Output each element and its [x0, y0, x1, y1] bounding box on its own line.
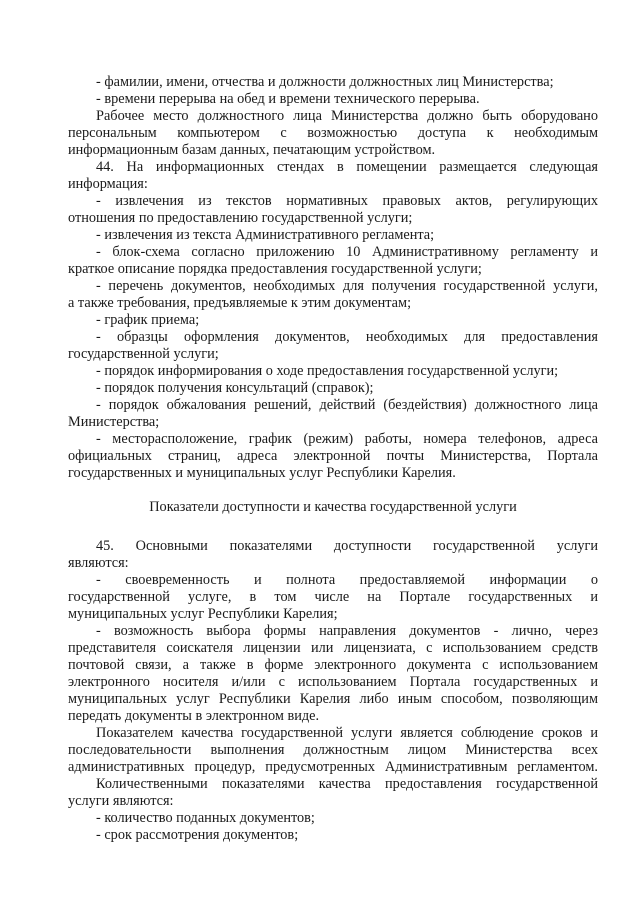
text-line: - своевременность и полнота предоставляемой информации о [96, 572, 598, 588]
text-line: 45. Основными показателями доступности государственной услуги [96, 538, 598, 554]
text-line: - образцы оформления документов, необходимых для предоставления [96, 329, 598, 345]
text-line: - фамилии, имени, отчества и должности должностных лиц Министерства; [96, 74, 554, 90]
text-line: а также требования, предъявляемые к этим документам; [68, 295, 412, 311]
text-line: представителя соискателя лицензии или лицензиата, с использованием средств [68, 640, 598, 656]
text-line: - порядок обжалования решений, действий (бездействия) должностного лица [96, 397, 598, 413]
text-line: административных процедур, предусмотренных Административным регламентом. [68, 759, 598, 775]
text-line: - порядок информирования о ходе предоставления государственной услуги; [96, 363, 559, 379]
text-line: - блок-схема согласно приложению 10 Административному регламенту и [96, 244, 598, 260]
text-line: муниципальных услуг Республики Карелия либо иным способом, позволяющим [68, 691, 598, 707]
text-line: - извлечения из текстов нормативных правовых актов, регулирующих [96, 193, 598, 209]
text-line: - график приема; [96, 312, 200, 328]
document-body-top [68, 74, 598, 482]
text-line: муниципальных услуг Республики Карелия; [68, 606, 338, 622]
text-line: Рабочее место должностного лица Министерства должно быть оборудовано [96, 108, 598, 124]
text-line: - времени перерыва на обед и времени технического перерыва. [96, 91, 480, 107]
text-line: - срок рассмотрения документов; [96, 827, 299, 843]
text-line: передать документы в электронном виде. [68, 708, 320, 724]
text-line: услуги являются: [68, 793, 174, 809]
text-line: электронного носителя и/или с использованием Портала государственных и [68, 674, 598, 690]
text-line: - перечень документов, необходимых для получения государственной услуги, [96, 278, 598, 294]
text-line: - месторасположение, график (режим) работы, номера телефонов, адреса [96, 431, 598, 447]
text-line: Показателем качества государственной услуги является соблюдение сроков и [96, 725, 598, 741]
section-heading: Показатели доступности и качества государственной услуги [149, 499, 517, 515]
text-line: государственной услуги; [68, 346, 219, 362]
text-line: Количественными показателями качества предоставления государственной [96, 776, 598, 792]
document-body-bottom [68, 538, 598, 844]
text-line: государственных и муниципальных услуг Республики Карелия. [68, 465, 456, 481]
text-line: - порядок получения консультаций (справок); [96, 380, 374, 396]
text-line: отношения по предоставлению государственной услуги; [68, 210, 413, 226]
text-line: - извлечения из текста Административного регламента; [96, 227, 435, 243]
text-line: - возможность выбора формы направления документов - лично, через [96, 623, 598, 639]
text-line: являются: [68, 555, 129, 571]
text-line: государственной услуге, в том числе на Портале государственных и [68, 589, 598, 605]
text-line: информация: [68, 176, 148, 192]
text-line: 44. На информационных стендах в помещении размещается следующая [96, 159, 598, 175]
text-line: почтовой связи, а также в форме электронного документа с использованием [68, 657, 598, 673]
text-line: персональным компьютером с возможностью доступа к необходимым [68, 125, 598, 141]
text-line: информационным базам данных, печатающим устройством. [68, 142, 436, 158]
text-line: - количество поданных документов; [96, 810, 315, 826]
text-line: краткое описание порядка предоставления государственной услуги; [68, 261, 482, 277]
text-line: последовательности выполнения должностным лицом Министерства всех [68, 742, 598, 758]
text-line: официальных страниц, адреса электронной почты Министерства, Портала [68, 448, 598, 464]
text-line: Министерства; [68, 414, 160, 430]
